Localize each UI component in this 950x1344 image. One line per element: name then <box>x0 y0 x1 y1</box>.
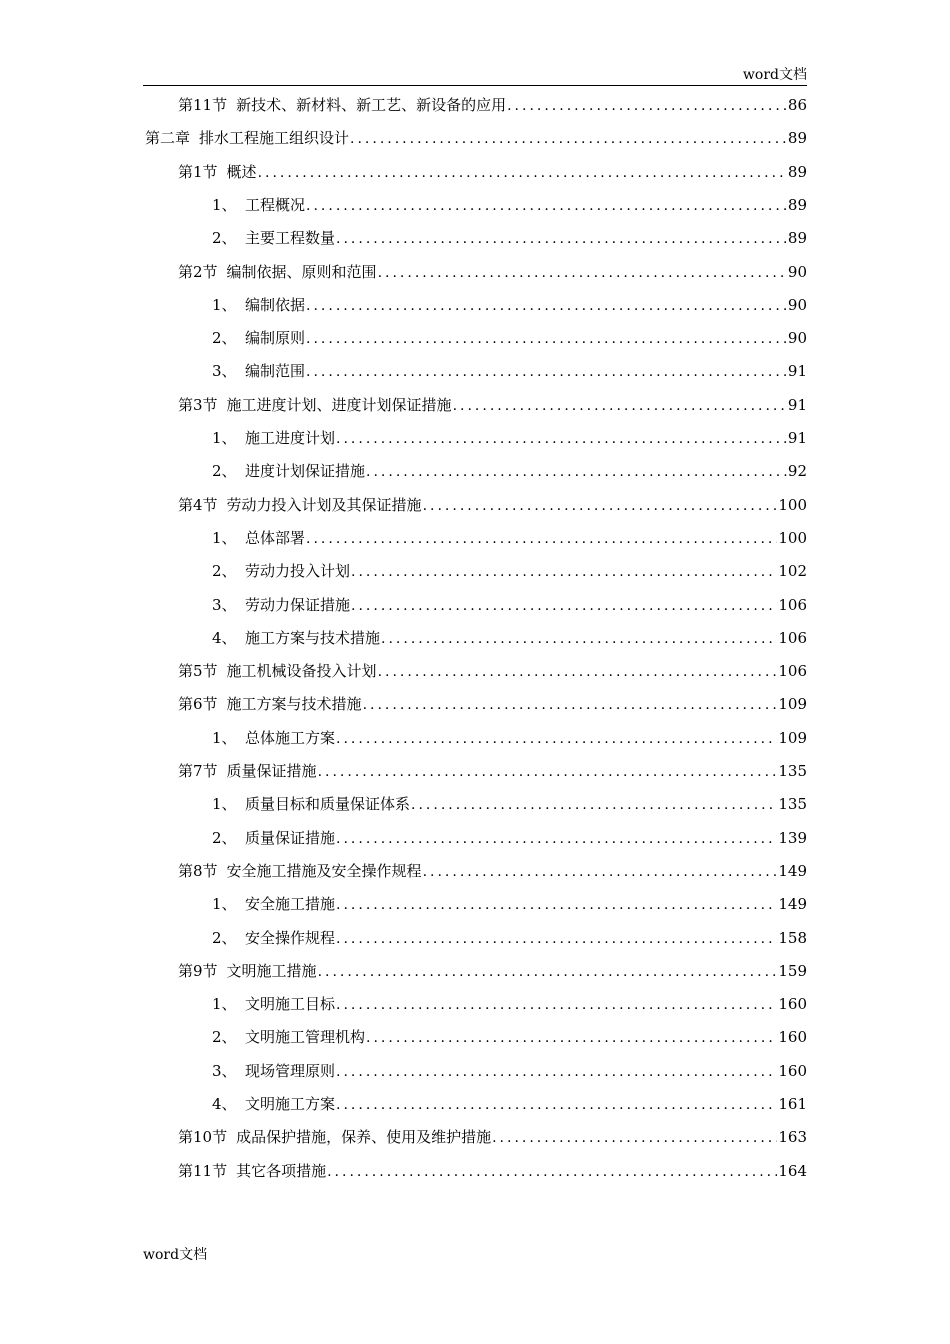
toc-entry-page-number: 91 <box>787 362 807 381</box>
toc-entry-title: 质量保证措施 <box>245 828 336 847</box>
toc-dot-leader <box>423 494 778 518</box>
toc-entry-page-number: 159 <box>778 961 807 980</box>
toc-entry-page-number: 106 <box>778 662 807 681</box>
toc-entry-page-number: 135 <box>778 795 807 814</box>
toc-entry-title: 劳动力投入计划 <box>245 562 351 581</box>
toc-entry-page-number: 139 <box>778 828 807 847</box>
toc-entry-number: 2、 <box>212 229 237 248</box>
toc-entry[interactable] <box>212 426 807 450</box>
toc-entry-number: 1、 <box>212 895 237 914</box>
toc-entry[interactable] <box>212 226 807 250</box>
toc-entry-page-number: 92 <box>787 462 807 481</box>
toc-dot-leader <box>366 1026 777 1050</box>
toc-dot-leader <box>507 94 787 118</box>
toc-entry-number: 1、 <box>212 295 237 314</box>
toc-entry[interactable] <box>178 1159 807 1183</box>
toc-entry[interactable] <box>212 326 807 350</box>
toc-entry[interactable] <box>212 193 807 217</box>
toc-entry[interactable] <box>212 1025 807 1049</box>
toc-entry-number: 2、 <box>212 828 237 847</box>
toc-entry-page-number: 158 <box>778 928 807 947</box>
toc-dot-leader <box>351 560 777 584</box>
toc-entry-page-number: 160 <box>778 1061 807 1080</box>
toc-entry-number: 第2节 <box>178 262 218 281</box>
toc-entry-number: 3、 <box>212 595 237 614</box>
toc-entry-title: 文明施工管理机构 <box>245 1028 366 1047</box>
toc-entry-title: 编制依据 <box>245 295 306 314</box>
toc-entry-page-number: 160 <box>778 995 807 1014</box>
toc-entry-number: 第6节 <box>178 695 218 714</box>
toc-entry-number: 2、 <box>212 562 237 581</box>
toc-entry[interactable] <box>178 959 807 983</box>
toc-dot-leader <box>336 1093 777 1117</box>
toc-entry-title: 进度计划保证措施 <box>245 462 366 481</box>
toc-dot-leader <box>336 993 777 1017</box>
toc-entry-page-number: 161 <box>778 1095 807 1113</box>
toc-dot-leader <box>306 294 787 318</box>
toc-entry-number: 第11节 <box>178 1161 228 1180</box>
toc-entry-title: 编制原则 <box>245 329 306 348</box>
toc-dot-leader <box>363 693 778 717</box>
toc-dot-leader <box>378 660 778 684</box>
toc-dot-leader <box>336 827 777 851</box>
page-footer: word文档 <box>143 1247 208 1263</box>
toc-entry-page-number: 109 <box>778 728 807 747</box>
toc-entry[interactable] <box>145 126 807 150</box>
toc-entry-page-number: 100 <box>778 528 807 547</box>
toc-dot-leader <box>306 194 787 218</box>
toc-entry-page-number: 149 <box>778 861 807 880</box>
toc-entry-number: 第10节 <box>178 1128 228 1147</box>
page-header: word文档 <box>742 67 807 83</box>
toc-entry-title: 施工方案与技术措施 <box>245 628 381 647</box>
toc-entry-page-number: 90 <box>787 329 807 348</box>
toc-entry-number: 第5节 <box>178 662 218 681</box>
header-rule <box>143 85 807 86</box>
toc-entry-page-number: 106 <box>778 628 807 647</box>
toc-entry[interactable] <box>178 659 807 683</box>
toc-dot-leader <box>336 227 787 251</box>
toc-entry-page-number: 90 <box>787 295 807 314</box>
toc-dot-leader <box>327 1160 777 1184</box>
toc-dot-leader <box>306 327 787 351</box>
toc-entry[interactable] <box>178 393 807 417</box>
toc-entry-number: 第4节 <box>178 495 218 514</box>
toc-entry-number: 1、 <box>212 995 237 1014</box>
toc-entry-page-number: 91 <box>787 395 807 414</box>
toc-entry[interactable] <box>212 559 807 583</box>
toc-entry-title: 工程概况 <box>245 195 306 214</box>
toc-entry-number: 第11节 <box>178 96 228 114</box>
toc-entry-title: 质量目标和质量保证体系 <box>245 795 411 814</box>
toc-entry[interactable] <box>212 992 807 1016</box>
toc-entry[interactable] <box>178 93 807 117</box>
toc-entry-number: 1、 <box>212 528 237 547</box>
toc-entry-title: 劳动力投入计划及其保证措施 <box>226 495 422 514</box>
toc-entry-number: 4、 <box>212 628 237 647</box>
toc-entry-title: 劳动力保证措施 <box>245 595 351 614</box>
toc-entry-title: 编制依据、原则和范围 <box>226 262 377 281</box>
toc-entry-number: 1、 <box>212 195 237 214</box>
toc-entry-page-number: 89 <box>787 195 807 214</box>
toc-entry-page-number: 106 <box>778 595 807 614</box>
toc-entry[interactable] <box>212 626 807 650</box>
toc-entry-number: 第3节 <box>178 395 218 414</box>
toc-dot-leader <box>336 727 777 751</box>
toc-dot-leader <box>492 1126 777 1150</box>
toc-entry-page-number: 90 <box>787 262 807 281</box>
toc-entry-title: 现场管理原则 <box>245 1061 336 1080</box>
toc-entry-title: 施工方案与技术措施 <box>226 695 362 714</box>
toc-entry[interactable] <box>178 1125 807 1149</box>
toc-entry[interactable] <box>212 293 807 317</box>
toc-entry[interactable] <box>212 459 807 483</box>
toc-dot-leader <box>336 427 787 451</box>
toc-entry-number: 2、 <box>212 329 237 348</box>
toc-entry-title: 总体施工方案 <box>245 728 336 747</box>
toc-dot-leader <box>350 127 787 151</box>
toc-entry-title: 质量保证措施 <box>226 762 317 780</box>
toc-dot-leader <box>423 860 778 884</box>
toc-entry-number: 第二章 <box>145 129 191 148</box>
toc-dot-leader <box>336 893 777 917</box>
toc-entry-number: 1、 <box>212 429 237 447</box>
toc-entry[interactable] <box>212 726 807 750</box>
toc-entry[interactable] <box>178 493 807 517</box>
toc-entry[interactable] <box>212 526 807 550</box>
toc-dot-leader <box>351 594 777 618</box>
toc-entry-page-number: 89 <box>787 229 807 248</box>
toc-entry-title: 其它各项措施 <box>236 1161 327 1180</box>
toc-entry-title: 安全施工措施 <box>245 895 336 914</box>
toc-entry-title: 排水工程施工组织设计 <box>199 129 350 148</box>
toc-dot-leader <box>411 793 777 817</box>
toc-entry[interactable] <box>212 826 807 850</box>
toc-dot-leader <box>453 394 787 418</box>
toc-entry-page-number: 89 <box>787 129 807 148</box>
toc-entry-title: 文明施工目标 <box>245 995 336 1014</box>
toc-entry-title: 文明施工方案 <box>245 1095 336 1113</box>
toc-entry[interactable] <box>212 359 807 383</box>
toc-entry-page-number: 102 <box>778 562 807 581</box>
toc-entry-page-number: 89 <box>787 162 807 181</box>
toc-entry-page-number: 100 <box>778 495 807 514</box>
toc-entry[interactable] <box>212 1059 807 1083</box>
toc-entry-number: 1、 <box>212 728 237 747</box>
toc-dot-leader <box>336 927 777 951</box>
toc-entry-number: 3、 <box>212 362 237 381</box>
toc-dot-leader <box>306 527 777 551</box>
toc-entry[interactable] <box>178 692 807 716</box>
toc-entry-title: 主要工程数量 <box>245 229 336 248</box>
toc-entry[interactable] <box>212 892 807 916</box>
toc-entry-title: 施工进度计划、进度计划保证措施 <box>226 395 452 414</box>
toc-entry[interactable] <box>212 792 807 816</box>
toc-entry-number: 1、 <box>212 795 237 814</box>
toc-entry-number: 第8节 <box>178 861 218 880</box>
toc-entry-page-number: 86 <box>787 96 807 114</box>
toc-entry-number: 4、 <box>212 1095 237 1113</box>
toc-dot-leader <box>258 161 787 185</box>
toc-entry-title: 新技术、新材料、新工艺、新设备的应用 <box>236 96 507 114</box>
toc-entry-title: 安全施工措施及安全操作规程 <box>226 861 422 880</box>
toc-entry-title: 施工机械设备投入计划 <box>226 662 377 681</box>
toc-entry-page-number: 163 <box>778 1128 807 1147</box>
toc-entry[interactable] <box>212 593 807 617</box>
toc-entry[interactable] <box>178 160 807 184</box>
toc-dot-leader <box>336 1060 777 1084</box>
toc-entry-title: 文明施工措施 <box>226 961 317 980</box>
toc-entry-number: 第9节 <box>178 961 218 980</box>
toc-entry-page-number: 109 <box>778 695 807 714</box>
toc-entry-page-number: 160 <box>778 1028 807 1047</box>
toc-dot-leader <box>318 960 778 984</box>
toc-dot-leader <box>366 460 787 484</box>
toc-entry-number: 2、 <box>212 462 237 481</box>
toc-entry-number: 2、 <box>212 928 237 947</box>
toc-entry-number: 第1节 <box>178 162 218 181</box>
toc-dot-leader <box>378 261 787 285</box>
toc-entry-page-number: 91 <box>787 429 807 447</box>
toc-entry-title: 总体部署 <box>245 528 306 547</box>
toc-entry[interactable] <box>212 1092 807 1116</box>
toc-entry-page-number: 135 <box>778 762 807 780</box>
toc-entry-number: 3、 <box>212 1061 237 1080</box>
toc-entry[interactable] <box>178 759 807 783</box>
toc-entry-page-number: 149 <box>778 895 807 914</box>
toc-dot-leader <box>381 627 777 651</box>
toc-entry[interactable] <box>212 926 807 950</box>
toc-entry-title: 编制范围 <box>245 362 306 381</box>
toc-entry[interactable] <box>178 859 807 883</box>
toc-entry-title: 安全操作规程 <box>245 928 336 947</box>
toc-entry-title: 施工进度计划 <box>245 429 336 447</box>
toc-dot-leader <box>306 360 787 384</box>
toc-dot-leader <box>318 760 778 784</box>
toc-entry-number: 第7节 <box>178 762 218 780</box>
toc-entry-number: 2、 <box>212 1028 237 1047</box>
toc-entry-page-number: 164 <box>778 1161 807 1180</box>
toc-entry-title: 成品保护措施，保养、使用及维护措施 <box>236 1128 492 1147</box>
toc-entry-title: 概述 <box>226 162 257 181</box>
toc-entry[interactable] <box>178 260 807 284</box>
